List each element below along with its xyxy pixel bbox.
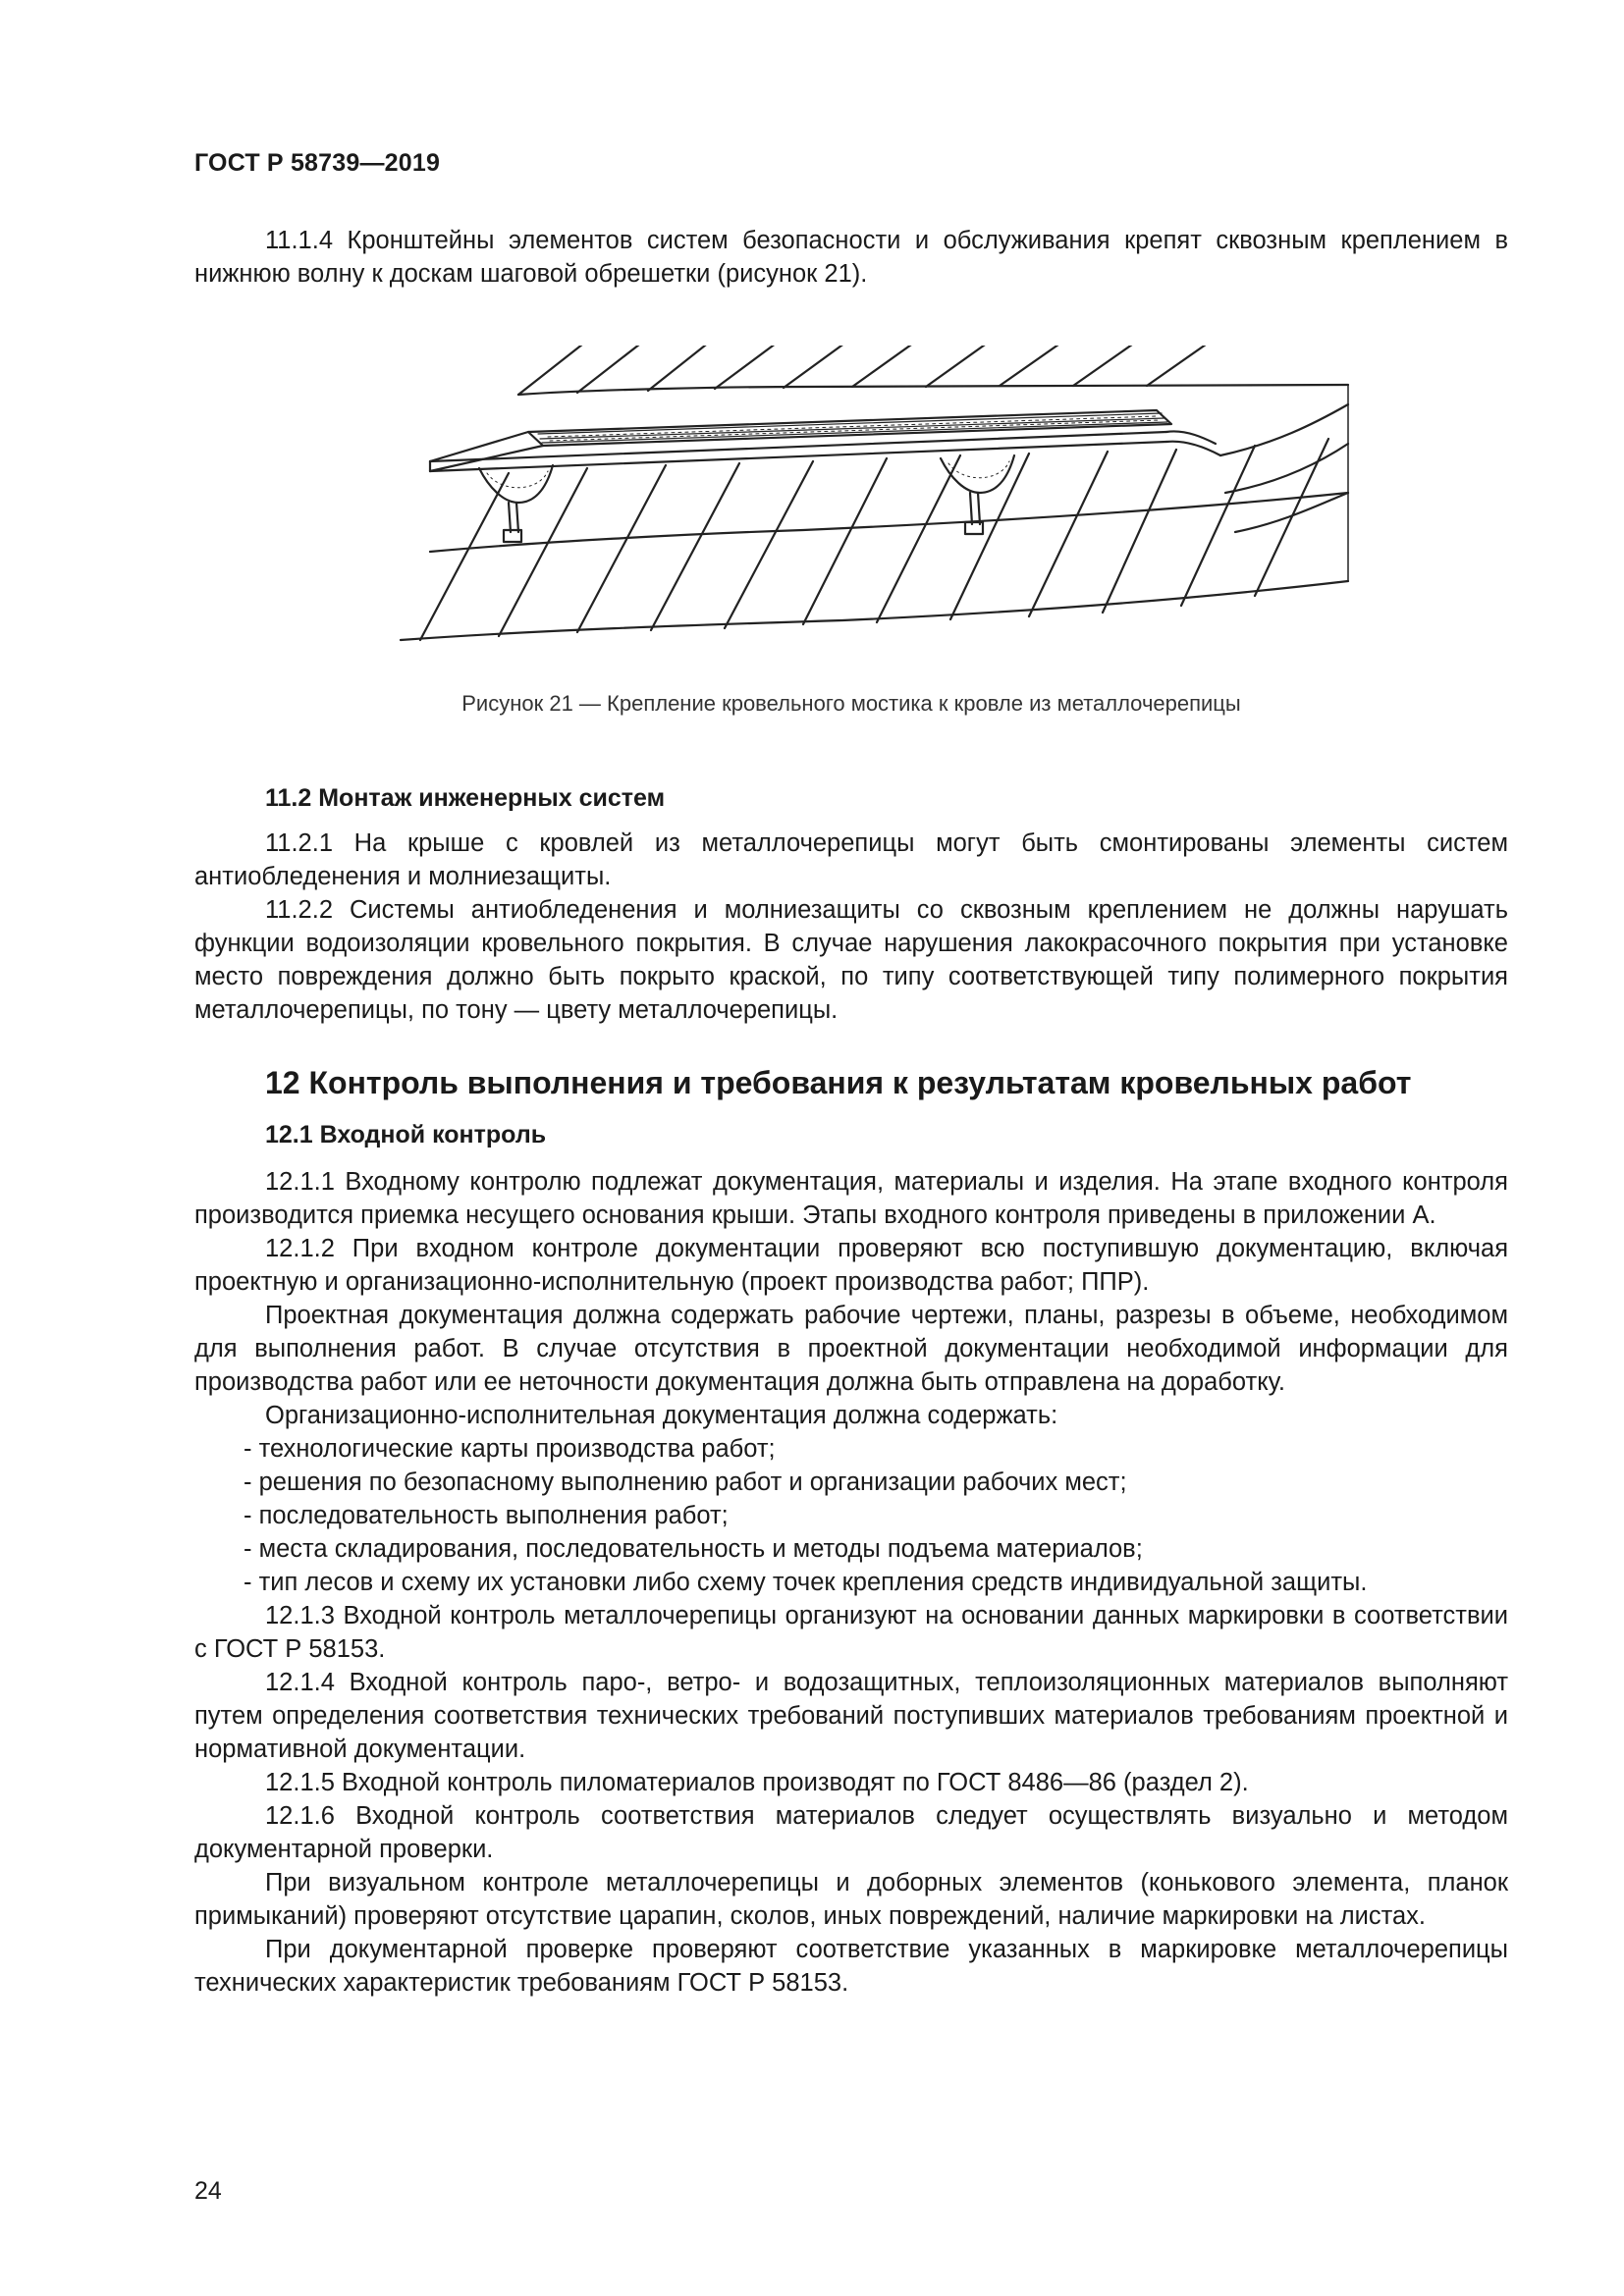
- list-item: - технологические карты производства работ;: [194, 1432, 1508, 1466]
- paragraph-project-docs: Проектная документация должна содержать рабочие чертежи, планы, разрезы в объеме, необходимом для выполнения работ. В случае отсутствия в проектной документации необходимой информации для производства работ или ее неточности документация должна быть отправлена на доработку.: [194, 1302, 1508, 1396]
- paragraph-12-1-5: 12.1.5 Входной контроль пиломатериалов производят по ГОСТ 8486—86 (раздел 2).: [265, 1769, 1249, 1796]
- roof-bridge-drawing: [391, 346, 1353, 679]
- list-item: - тип лесов и схему их установки либо схему точек крепления средств индивидуальной защиты.: [194, 1566, 1508, 1599]
- list-item: - последовательность выполнения работ;: [194, 1499, 1508, 1532]
- paragraph-12-1-2: 12.1.2 При входном контроле документации проверяют всю поступившую документацию, включая проектную и организационно-исполнительную (проект производства работ; ППР).: [194, 1235, 1508, 1296]
- list-item: - места складирования, последовательность и методы подъема материалов;: [194, 1532, 1508, 1566]
- paragraph-11-2-1: 11.2.1 На крыше с кровлей из металлочерепицы могут быть смонтированы элементы систем антиобледенения и молниезащиты.: [194, 829, 1508, 890]
- intro-block: [194, 224, 1508, 291]
- paragraph-12-1-3: 12.1.3 Входной контроль металлочерепицы организуют на основании данных маркировки в соответствии с ГОСТ Р 58153.: [194, 1602, 1508, 1663]
- paragraph-12-1-1: 12.1.1 Входному контролю подлежат документация, материалы и изделия. На этапе входного контроля производится приемка несущего основания крыши. Этапы входного контроля приведены в приложении А.: [194, 1168, 1508, 1229]
- paragraph-12-1-6: 12.1.6 Входной контроль соответствия материалов следует осуществлять визуально и методом документарной проверки.: [194, 1802, 1508, 1863]
- page-number: 24: [194, 2177, 222, 2205]
- paragraph-12-1-4: 12.1.4 Входной контроль паро-, ветро- и водозащитных, теплоизоляционных материалов выполняют путем определения соответствия технических требований поступивших материалов требованиям проектной и нормативной документации.: [194, 1669, 1508, 1763]
- document-header: ГОСТ Р 58739—2019: [194, 149, 441, 177]
- figure-caption: Рисунок 21 — Крепление кровельного мостика к кровле из металлочерепицы: [461, 691, 1241, 716]
- paragraph-org-docs: Организационно-исполнительная документация должна содержать:: [265, 1402, 1058, 1429]
- paragraph-11-1-4: 11.1.4 Кронштейны элементов систем безопасности и обслуживания крепят сквозным креплением в нижнюю волну к доскам шаговой обрешетки (рисунок 21).: [194, 227, 1508, 288]
- heading-12-1: 12.1 Входной контроль: [265, 1121, 547, 1148]
- paragraph-11-2-2: 11.2.2 Системы антиобледенения и молниезащиты со сквозным креплением не должны нарушать функции водоизоляции кровельного покрытия. В случае нарушения лакокрасочного покрытия при установке место повреждения должно быть покрыто краской, по типу соответствующей типу полимерного покрытия металлочерепицы, по тону — цвету металлочерепицы.: [194, 896, 1508, 1024]
- section-11-2: [194, 781, 1508, 1027]
- paragraph-visual-check: При визуальном контроле металлочерепицы и доборных элементов (конькового элемента, планок примыканий) проверяют отсутствие царапин, сколов, иных повреждений, наличие маркировки на листах.: [194, 1869, 1508, 1930]
- org-docs-list: [194, 1432, 1508, 1599]
- heading-11-2: 11.2 Монтаж инженерных систем: [265, 784, 666, 812]
- heading-12: 12 Контроль выполнения и требования к результатам кровельных работ: [265, 1065, 1412, 1100]
- paragraph-doc-check: При документарной проверке проверяют соответствие указанных в маркировке металлочерепицы технических характеристик требованиям ГОСТ Р 58153.: [194, 1936, 1508, 1997]
- list-item: - решения по безопасному выполнению работ и организации рабочих мест;: [194, 1466, 1508, 1499]
- section-12: [194, 1063, 1508, 2000]
- figure-roof-bridge: [391, 346, 1353, 679]
